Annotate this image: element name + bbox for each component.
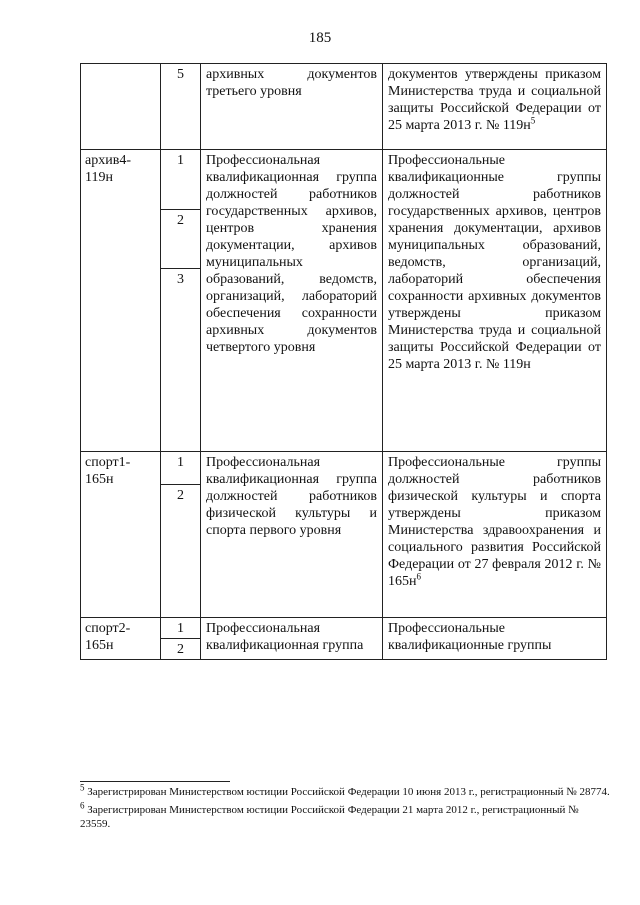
basis-cell <box>383 150 607 452</box>
basis-cell <box>383 452 607 618</box>
level-cell <box>161 150 201 452</box>
level-number: 2 <box>161 210 200 269</box>
group-text: Профессиональная квалификационная группа должностей работников государственных архивов, центров хранения документации, архивов муниципальных образований, ведомств, организаций, лабораторий обеспечения сохранности архивных документов четвертого уровня <box>206 153 377 355</box>
footnote-ref: 6 <box>416 571 421 582</box>
group-cell <box>201 150 383 452</box>
level-cell <box>161 452 201 618</box>
footnote-ref: 5 <box>530 115 536 126</box>
level-number: 5 <box>177 67 184 82</box>
footnote-mark: 5 <box>80 782 85 793</box>
basis-text: Профессиональные квалификационные группы должностей работников государственных архивов, центров хранения документации, архивов муниципальных образований, ведомств, организаций, лабораторий обеспечения сохранности архивных документов утверждены приказом Министерства труда и социальной защиты Российской Федерации от 25 марта 2013 г. № 119н <box>388 153 601 372</box>
level-number: 3 <box>177 272 184 287</box>
footnote <box>80 800 610 831</box>
page-number: 185 <box>308 30 332 46</box>
basis-text: документов утверждены приказом Министерства труда и социальной защиты Российской Федерации от 25 марта 2013 г. № 119н <box>388 67 601 133</box>
group-text: Профессиональная квалификационная группа <box>206 621 364 653</box>
group-cell <box>201 64 383 150</box>
group-text: Профессиональная квалификационная группа должностей работников физической культуры и спорта первого уровня <box>206 455 377 538</box>
group-text: архивных документов третьего уровня <box>206 67 377 99</box>
footnotes <box>80 782 610 835</box>
footnote-mark: 6 <box>80 800 85 811</box>
footnote-text: Зарегистрирован Министерством юстиции Российской Федерации 21 марта 2012 г., регистрационный № 23559. <box>80 804 579 830</box>
row-code: спорт1-165н <box>81 452 161 618</box>
basis-text: Профессиональные группы должностей работников физической культуры и спорта утверждены приказом Министерства здравоохранения и социального развития Российской Федерации от 27 февраля 2012 г. № 165н <box>388 455 601 589</box>
footnote-separator <box>80 781 230 782</box>
group-cell <box>201 618 383 660</box>
basis-cell <box>383 64 607 150</box>
table-row <box>81 150 607 452</box>
qualification-table <box>80 63 607 660</box>
level-number: 1 <box>161 150 200 210</box>
level-number: 2 <box>177 488 184 503</box>
level-cell <box>161 64 201 150</box>
level-number: 1 <box>161 452 200 485</box>
group-cell <box>201 452 383 618</box>
row-code: спорт2-165н <box>81 618 161 660</box>
row-code <box>81 64 161 150</box>
table-row <box>81 618 607 660</box>
row-code: архив4-119н <box>81 150 161 452</box>
level-cell <box>161 618 201 660</box>
level-number: 1 <box>161 618 200 639</box>
basis-text: Профессиональные квалификационные группы <box>388 621 552 653</box>
table-row <box>81 64 607 150</box>
footnote-text: Зарегистрирован Министерством юстиции Российской Федерации 10 июня 2013 г., регистрационный № 28774. <box>87 786 610 798</box>
level-number: 2 <box>177 642 184 657</box>
footnote <box>80 782 610 799</box>
table-row <box>81 452 607 618</box>
basis-cell <box>383 618 607 660</box>
